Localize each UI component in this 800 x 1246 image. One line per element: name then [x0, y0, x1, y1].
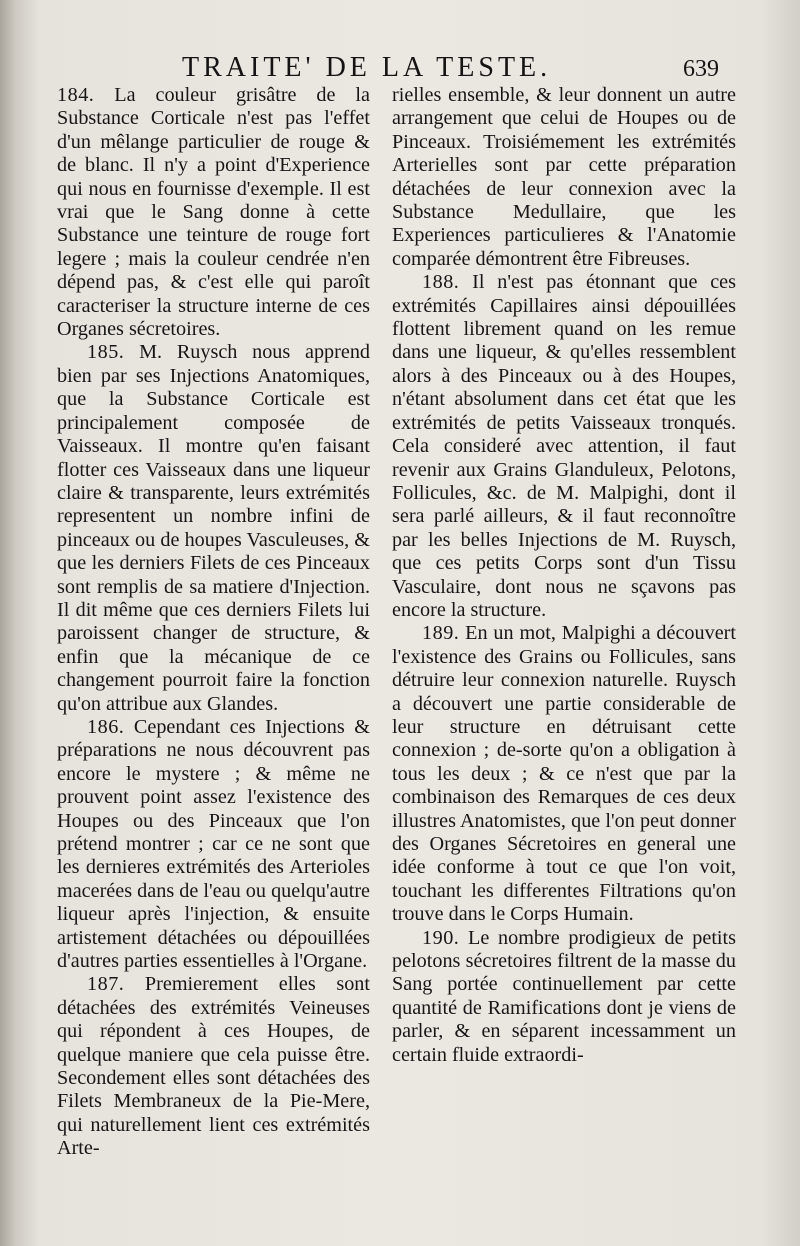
paragraph-number: 187.: [87, 973, 125, 996]
page-number: 639: [683, 56, 719, 82]
running-title: TRAITE' DE LA TESTE.: [182, 52, 552, 83]
paragraph-text: Le nombre prodigieux de petits pelotons sécretoires filtrent de la masse du Sang portée continuellement par cette quantité de Ramifications dont je viens de parler, & en séparent incessamment un certain fluide extraordi-: [392, 926, 737, 1066]
paragraph-187: [57, 973, 370, 1160]
paragraph-text: rielles ensemble, & leur donnent un autre arrangement que celui de Houpes ou de Pinceaux. Troisiémement les extrémités Arterielles sont par cette préparation détachées de leur connexion avec la Substance Medullaire, que les Experiences particulieres & l'Anatomie comparée démontrent être Fibreuses.: [392, 84, 736, 270]
paragraph-text: Cependant ces Injections & préparations ne nous découvrent pas encore le mystere ; & même ne prouvent point assez l'existence des Houpes ou des Pinceaux que l'on prétend montrer ; car ce ne sont que les dernieres extrémités des Arterioles macerées dans de l'eau ou quelqu'autre liqueur après l'injection, & ensuite artistement détachées ou dépouillées d'autres parties essentielles à l'Organe.: [57, 715, 370, 973]
paragraph-text: En un mot, Malpighi a découvert l'existence des Grains ou Follicules, sans détruire leur connexion naturelle. Ruysch a découvert une partie considerable de leur structure en détruisant cette connexion ; de-sorte qu'on a obligation à tous les deux ; & ce n'est que par la combinaison des Remarques de ces deux illustres Anatomistes, que l'on peut donner des Organes Sécretoires en general une idée conforme à tout ce que l'on voit, touchant les differentes Filtrations qu'on trouve dans le Corps Humain.: [392, 622, 736, 926]
paragraph-number: 189.: [422, 622, 460, 645]
paragraph-text: Premierement elles sont détachées des extrémités Veineuses qui répondent à ces Houpes, de quelque maniere que cela puisse être. Secondement elles sont détachées des Filets Membraneux de la Pie-Mere, qui naturellement lient ces extrémités Arte-: [57, 973, 370, 1160]
paragraph-number: 186.: [87, 715, 125, 738]
page-header: [0, 50, 800, 86]
paragraph-190: [392, 927, 736, 1067]
paragraph-number: 184.: [57, 84, 95, 106]
paragraph-number: 185.: [87, 341, 125, 364]
left-column: [57, 84, 370, 1161]
paragraph-text: Il n'est pas étonnant que ces extrémités Capillaires ainsi dépouillées flottent librement quand on les remue dans une liqueur, & qu'elles ressemblent alors à des Pinceaux ou à des Houpes, n'étant absolument dans cet état que les extrémités de petits Vaisseaux tronqués. Cela consideré avec attention, il faut revenir aux Grains Glanduleux, Pelotons, Follicules, &c. de M. Malpighi, dont il sera parlé ailleurs, & il faut reconnoître par les belles Injections de M. Ruysch, que ces petits Corps sont d'un Tissu Vasculaire, dont nous ne sçavons pas encore la structure.: [392, 271, 736, 621]
paragraph-188: [392, 271, 736, 622]
paragraph-text: M. Ruysch nous apprend bien par ses Injections Anatomiques, que la Substance Corticale est principalement composée de Vaisseaux. Il montre qu'en faisant flotter ces Vaisseaux dans une liqueur claire & transparente, leurs extrémités representent un nombre infini de pinceaux ou de houpes Vasculeuses, & que les derniers Filets de ces Pinceaux sont remplis de sa matiere d'Injection. Il dit même que ces derniers Filets lui paroissent changer de structure, & enfin que la mécanique de ce changement pourroit faire la fonction qu'on attribue aux Glandes.: [57, 341, 371, 715]
right-column: [392, 84, 736, 1067]
paragraph-186: [57, 716, 370, 973]
paragraph-text: La couleur grisâtre de la Substance Corticale n'est pas l'effet d'un mêlange particulier de rouge & de blanc. Il n'y a point d'Experience qui nous en fournisse d'exemple. Il est vrai que le Sang donne à cette Substance une teinture de rouge fort legere ; mais la couleur cendrée n'en dépend pas, & c'est elle qui paroît caracteriser la structure interne de ces Organes sécretoires.: [57, 84, 370, 341]
paragraph-189: [392, 622, 736, 926]
paragraph-185: [57, 341, 370, 716]
paragraph-number: 188.: [422, 271, 460, 294]
paragraph-number: 190.: [422, 926, 460, 949]
paragraph-184: [57, 84, 370, 341]
paragraph-187-continued: [392, 84, 736, 271]
